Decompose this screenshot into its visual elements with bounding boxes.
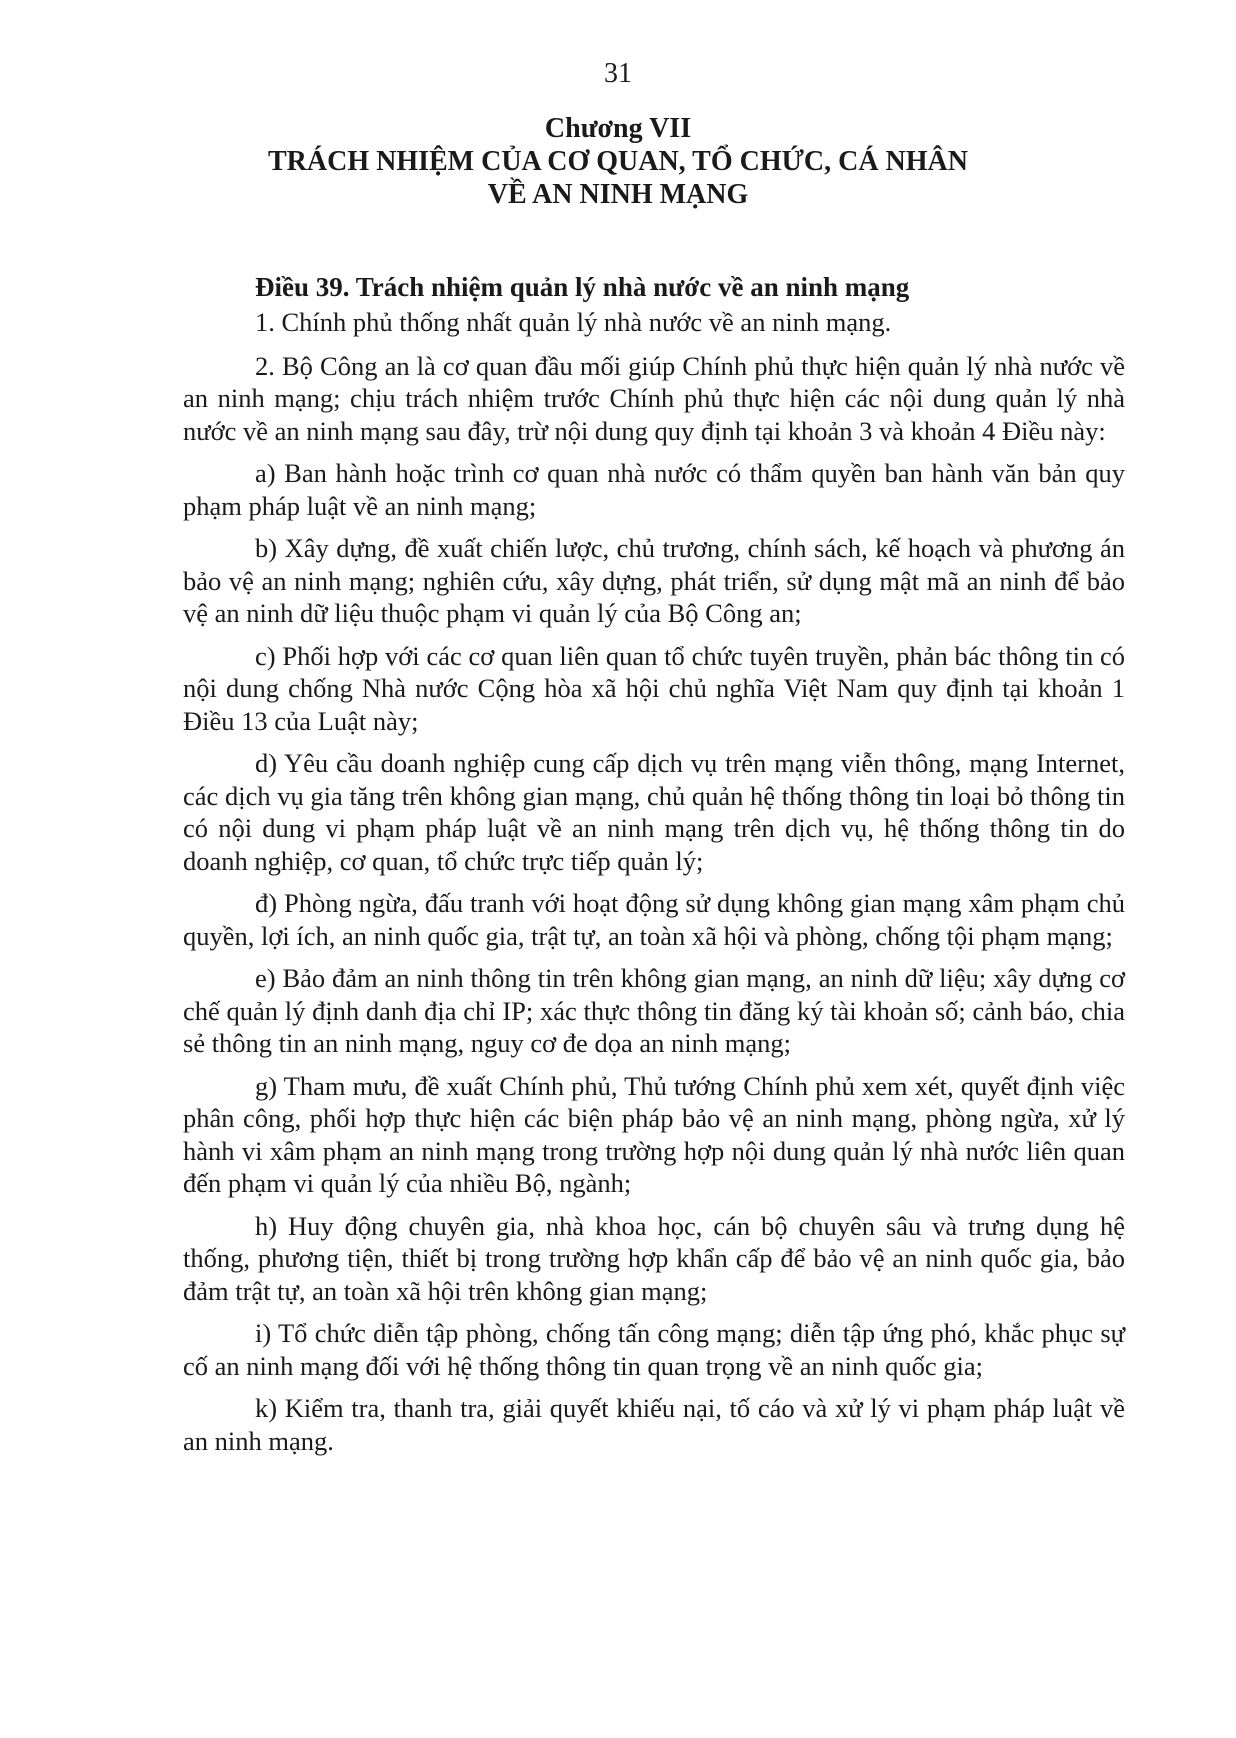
clause-1: 1. Chính phủ thống nhất quản lý nhà nước về an ninh mạng. <box>255 307 892 337</box>
chapter-title-line-2: VỀ AN NINH MẠNG <box>487 179 749 210</box>
chapter-title-line-1: TRÁCH NHIỆM CỦA CƠ QUAN, TỔ CHỨC, CÁ NHÂN <box>267 146 968 177</box>
article-body <box>183 270 1125 1467</box>
point-i: i) Tổ chức diễn tập phòng, chống tấn công mạng; diễn tập ứng phó, khắc phục sự cố an ninh mạng đối với hệ thống thông tin quan trọng về an ninh quốc gia; <box>183 1318 1125 1381</box>
chapter-heading <box>0 112 1236 211</box>
article-title: Điều 39. Trách nhiệm quản lý nhà nước về an ninh mạng <box>255 272 910 302</box>
point-c: c) Phối hợp với các cơ quan liên quan tổ chức tuyên truyền, phản bác thông tin có nội dung chống Nhà nước Cộng hòa xã hội chủ nghĩa Việt Nam quy định tại khoản 1 Điều 13 của Luật này; <box>183 640 1125 736</box>
point-b: b) Xây dựng, đề xuất chiến lược, chủ trương, chính sách, kế hoạch và phương án bảo vệ an ninh mạng; nghiên cứu, xây dựng, phát triển, sử dụng mật mã an ninh để bảo vệ an ninh dữ liệu thuộc phạm vi quản lý của Bộ Công an; <box>183 533 1125 628</box>
point-d: d) Yêu cầu doanh nghiệp cung cấp dịch vụ trên mạng viễn thông, mạng Internet, các dịch vụ gia tăng trên không gian mạng, chủ quản hệ thống thông tin loại bỏ thông tin có nội dung vi phạm pháp luật về an ninh mạng trên dịch vụ, hệ thống thông tin do doanh nghiệp, cơ quan, tổ chức trực tiếp quản lý; <box>183 748 1125 876</box>
point-g: g) Tham mưu, đề xuất Chính phủ, Thủ tướng Chính phủ xem xét, quyết định việc phân công, phối hợp thực hiện các biện pháp bảo vệ an ninh mạng, phòng ngừa, xử lý hành vi xâm phạm an ninh mạng trong trường hợp nội dung quản lý nhà nước liên quan đến phạm vi quản lý của nhiều Bộ, ngành; <box>183 1070 1125 1198</box>
point-dd: đ) Phòng ngừa, đấu tranh với hoạt động sử dụng không gian mạng xâm phạm chủ quyền, lợi ích, an ninh quốc gia, trật tự, an toàn xã hội và phòng, chống tội phạm mạng; <box>183 888 1125 951</box>
point-h: h) Huy động chuyên gia, nhà khoa học, cán bộ chuyên sâu và trưng dụng hệ thống, phương tiện, thiết bị trong trường hợp khẩn cấp để bảo vệ an ninh quốc gia, bảo đảm trật tự, an toàn xã hội trên không gian mạng; <box>183 1210 1125 1306</box>
page-number: 31 <box>604 58 632 89</box>
point-e: e) Bảo đảm an ninh thông tin trên không gian mạng, an ninh dữ liệu; xây dựng cơ chế quản lý định danh địa chỉ IP; xác thực thông tin đăng ký tài khoản số; cảnh báo, chia sẻ thông tin an ninh mạng, nguy cơ đe dọa an ninh mạng; <box>183 963 1125 1058</box>
point-a: a) Ban hành hoặc trình cơ quan nhà nước có thẩm quyền ban hành văn bản quy phạm pháp luật về an ninh mạng; <box>183 458 1125 521</box>
point-k: k) Kiểm tra, thanh tra, giải quyết khiếu nại, tố cáo và xử lý vi phạm pháp luật về an ninh mạng. <box>183 1393 1125 1456</box>
clause-2: 2. Bộ Công an là cơ quan đầu mối giúp Chính phủ thực hiện quản lý nhà nước về an ninh mạng; chịu trách nhiệm trước Chính phủ thực hiện các nội dung quản lý nhà nước về an ninh mạng sau đây, trừ nội dung quy định tại khoản 3 và khoản 4 Điều này: <box>183 350 1125 446</box>
chapter-label: Chương VII <box>544 113 692 144</box>
